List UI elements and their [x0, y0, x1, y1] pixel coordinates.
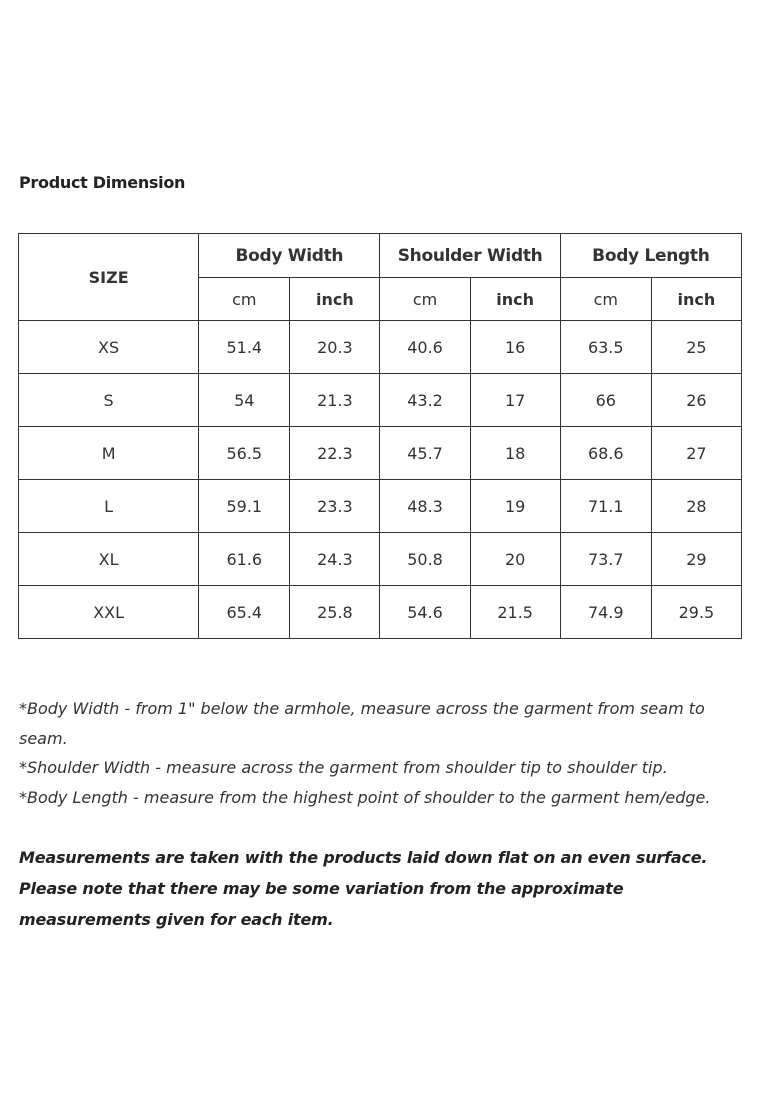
table-cell: 73.7: [560, 533, 651, 586]
measurement-disclaimer: Measurements are taken with the products laid down flat on an even surface. Please note that there may be some variation from the approximate measurements given for each item.: [19, 848, 708, 929]
table-cell: 19: [470, 480, 560, 533]
table-cell: 51.4: [199, 321, 290, 374]
header-body-width: Body Width: [199, 234, 380, 278]
table-cell: 24.3: [290, 533, 380, 586]
size-table: [18, 233, 742, 639]
table-cell: 71.1: [560, 480, 651, 533]
table-cell: 23.3: [290, 480, 380, 533]
size-cell: M: [19, 427, 199, 480]
table-cell: 56.5: [199, 427, 290, 480]
table-row: [19, 321, 742, 374]
table-cell: 29.5: [651, 586, 741, 639]
table-cell: 63.5: [560, 321, 651, 374]
table-row: [19, 427, 742, 480]
table-row: [19, 480, 742, 533]
table-cell: 21.3: [290, 374, 380, 427]
unit-header: cm: [199, 278, 290, 321]
table-cell: 59.1: [199, 480, 290, 533]
table-cell: 21.5: [470, 586, 560, 639]
unit-header: inch: [290, 278, 380, 321]
table-row: [19, 586, 742, 639]
page-title: Product Dimension: [19, 173, 186, 192]
size-cell: XS: [19, 321, 199, 374]
table-cell: 66: [560, 374, 651, 427]
table-cell: 22.3: [290, 427, 380, 480]
table-cell: 54: [199, 374, 290, 427]
table-cell: 16: [470, 321, 560, 374]
note-shoulder-width: *Shoulder Width - measure across the garment from shoulder tip to shoulder tip.: [19, 758, 668, 777]
table-cell: 50.8: [380, 533, 470, 586]
size-header: SIZE: [19, 234, 199, 321]
table-cell: 18: [470, 427, 560, 480]
table-cell: 74.9: [560, 586, 651, 639]
size-cell: L: [19, 480, 199, 533]
table-cell: 17: [470, 374, 560, 427]
size-cell: XXL: [19, 586, 199, 639]
size-cell: S: [19, 374, 199, 427]
table-row: [19, 374, 742, 427]
table-cell: 29: [651, 533, 741, 586]
note-body-length: *Body Length - measure from the highest point of shoulder to the garment hem/edge.: [19, 787, 711, 807]
unit-header: inch: [651, 278, 741, 321]
note-body-width: *Body Width - from 1" below the armhole, measure across the garment from seam to seam.: [19, 699, 705, 748]
unit-header: cm: [380, 278, 470, 321]
table-cell: 40.6: [380, 321, 470, 374]
unit-header: cm: [560, 278, 651, 321]
table-cell: 43.2: [380, 374, 470, 427]
table-cell: 68.6: [560, 427, 651, 480]
table-cell: 27: [651, 427, 741, 480]
measurement-notes: [19, 694, 747, 812]
table-cell: 20: [470, 533, 560, 586]
table-cell: 25.8: [290, 586, 380, 639]
table-cell: 54.6: [380, 586, 470, 639]
table-cell: 20.3: [290, 321, 380, 374]
unit-header: inch: [470, 278, 560, 321]
table-cell: 28: [651, 480, 741, 533]
header-body-length: Body Length: [560, 234, 741, 278]
table-cell: 26: [651, 374, 741, 427]
table-cell: 61.6: [199, 533, 290, 586]
table-cell: 45.7: [380, 427, 470, 480]
header-shoulder-width: Shoulder Width: [380, 234, 560, 278]
table-cell: 48.3: [380, 480, 470, 533]
size-cell: XL: [19, 533, 199, 586]
table-cell: 25: [651, 321, 741, 374]
table-cell: 65.4: [199, 586, 290, 639]
table-row: [19, 533, 742, 586]
